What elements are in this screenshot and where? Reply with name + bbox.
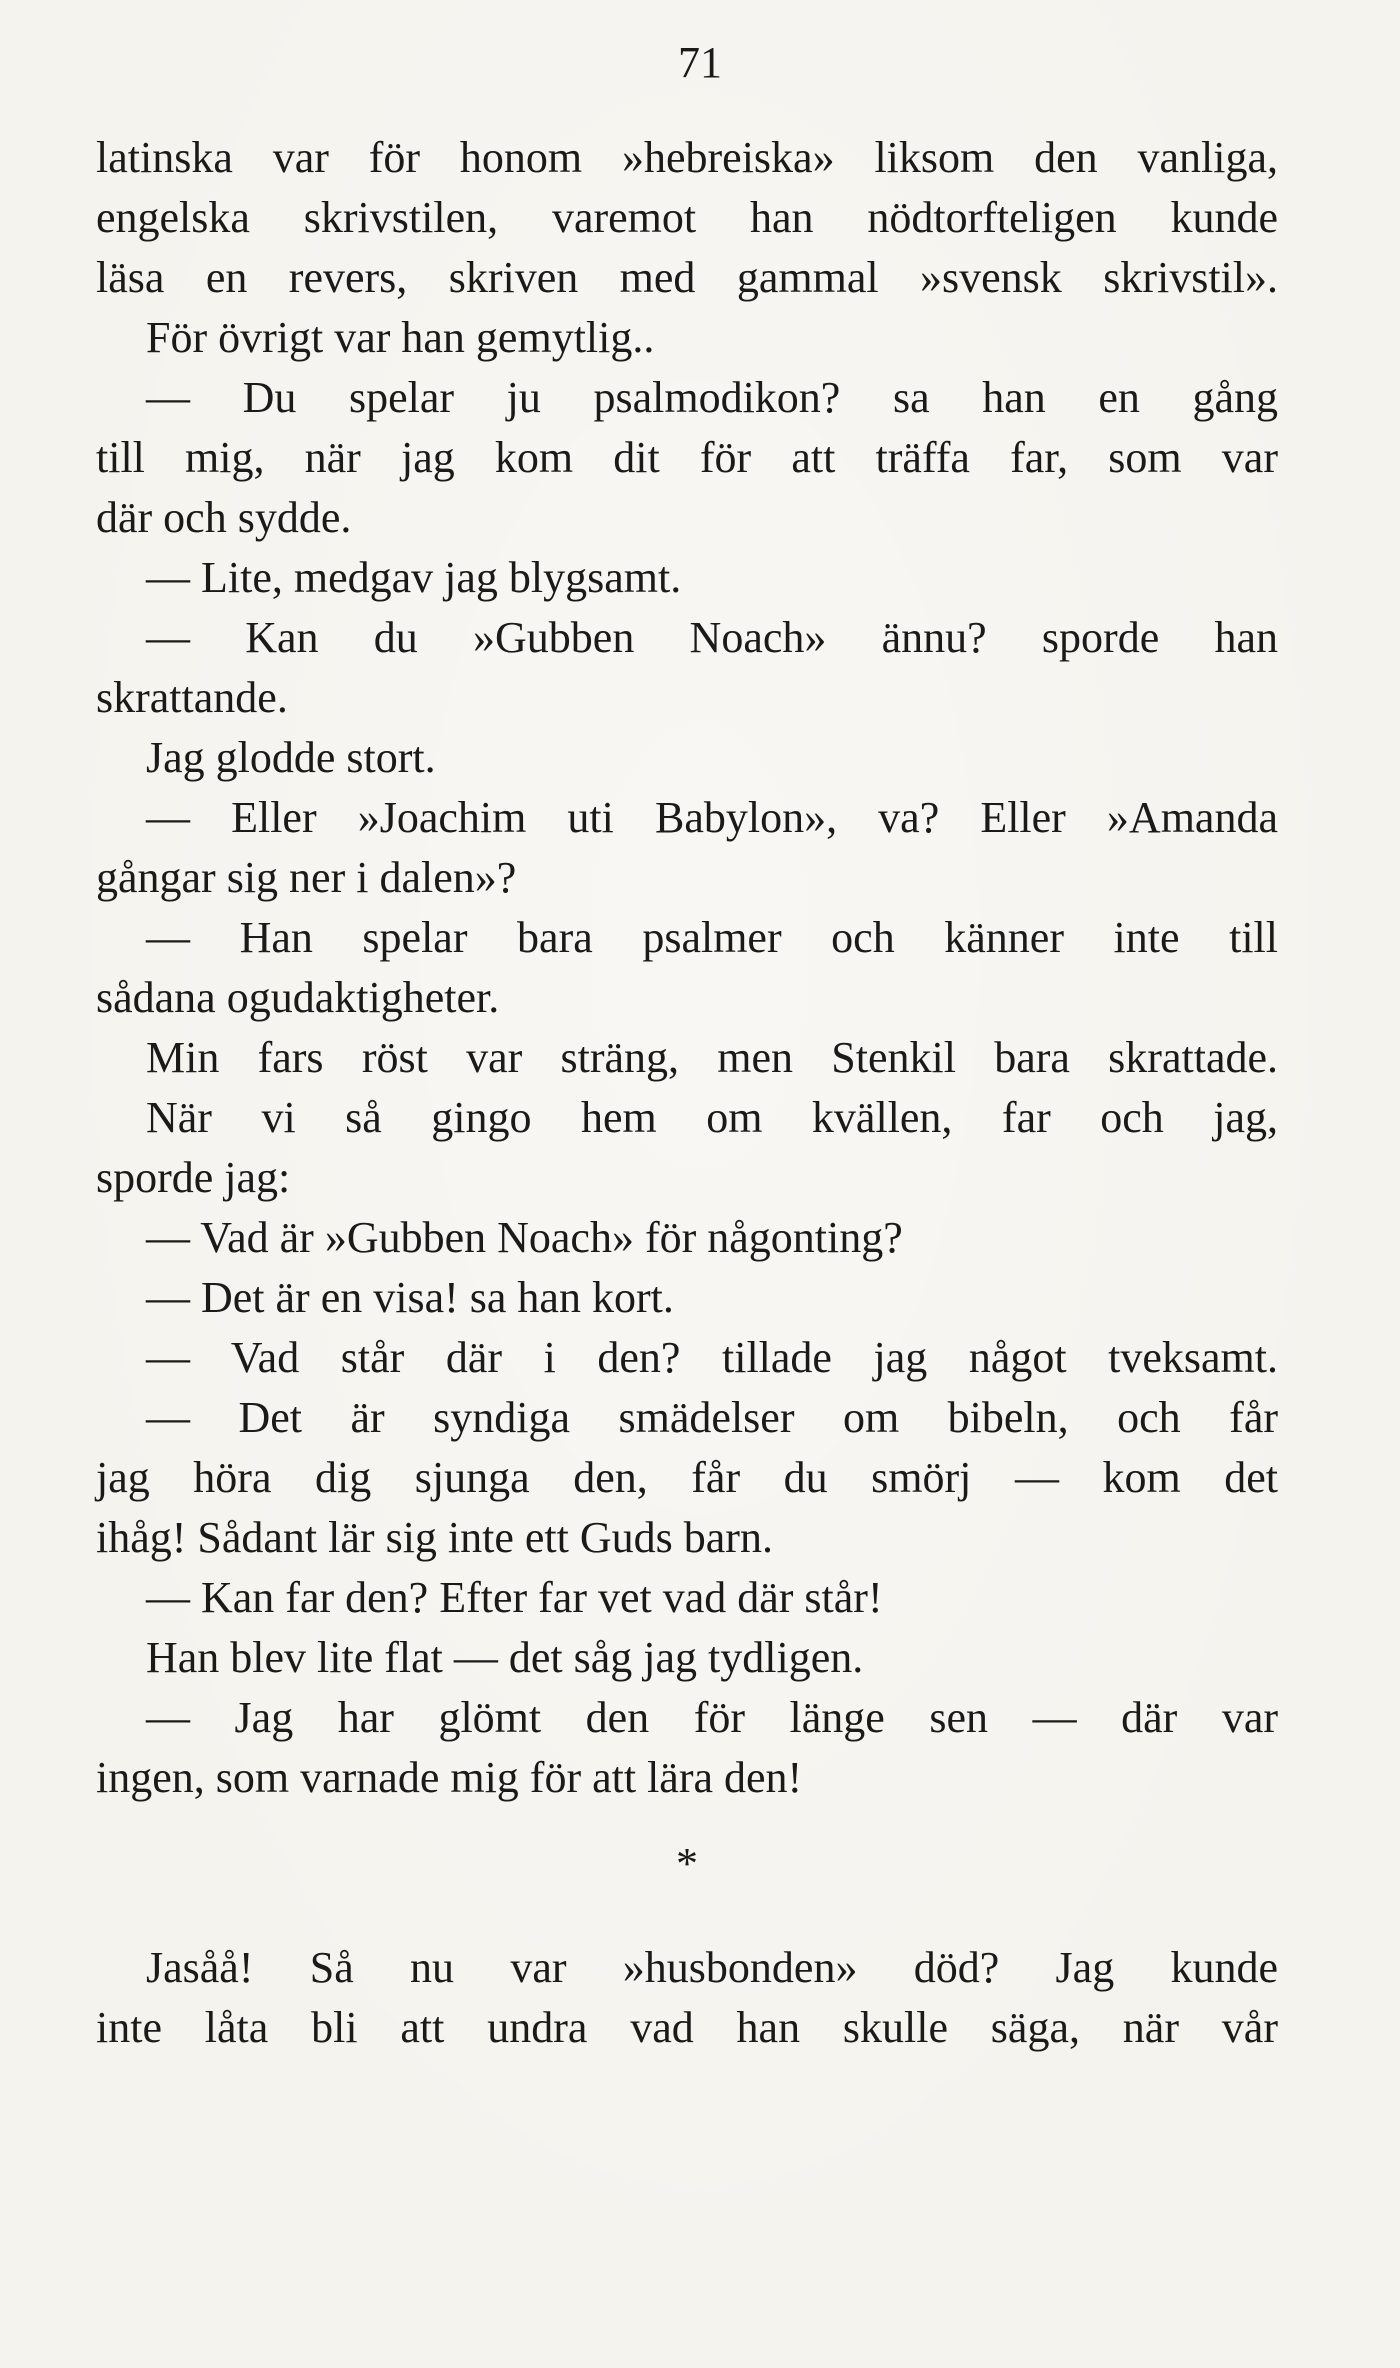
- text-line: Han blev lite flat — det såg jag tydligen.: [146, 1633, 864, 1682]
- text-line: latinska var för honom »hebreiska» liksom den vanliga,: [96, 133, 1278, 182]
- text-line: — Jag har glömt den för länge sen — där var: [146, 1693, 1278, 1742]
- text-line: — Det är syndiga smädelser om bibeln, och får: [146, 1393, 1278, 1442]
- text-line: För övrigt var han gemytlig..: [146, 313, 655, 362]
- text-line: Jasåå! Så nu var »husbonden» död? Jag kunde: [146, 1943, 1278, 1992]
- text-line: — Han spelar bara psalmer och känner inte till: [146, 913, 1278, 962]
- text-line: Min fars röst var sträng, men Stenkil bara skrattade.: [146, 1033, 1278, 1082]
- body-text-continued: [96, 1938, 1278, 2058]
- text-line: till mig, när jag kom dit för att träffa far, som var: [96, 433, 1278, 482]
- text-line: — Det är en visa! sa han kort.: [146, 1273, 674, 1322]
- text-line: ingen, som varnade mig för att lära den!: [96, 1753, 803, 1802]
- text-line: läsa en revers, skriven med gammal »svensk skrivstil».: [96, 253, 1278, 302]
- section-separator: *: [676, 1839, 698, 1888]
- text-line: gångar sig ner i dalen»?: [96, 853, 517, 902]
- text-line: — Vad är »Gubben Noach» för någonting?: [146, 1213, 903, 1262]
- body-text: [96, 128, 1278, 1920]
- text-line: Jag glodde stort.: [146, 733, 436, 782]
- text-line: När vi så gingo hem om kvällen, far och jag,: [146, 1093, 1278, 1142]
- page-number: 71: [678, 38, 722, 87]
- text-line: sporde jag:: [96, 1153, 291, 1202]
- text-line: — Du spelar ju psalmodikon? sa han en gång: [146, 373, 1278, 422]
- text-line: — Eller »Joachim uti Babylon», va? Eller »Amanda: [146, 793, 1278, 842]
- text-line: jag höra dig sjunga den, får du smörj — kom det: [96, 1453, 1278, 1502]
- text-line: ihåg! Sådant lär sig inte ett Guds barn.: [96, 1513, 773, 1562]
- text-line: — Kan far den? Efter far vet vad där står!: [146, 1573, 883, 1622]
- text-line: där och sydde.: [96, 493, 352, 542]
- text-line: — Lite, medgav jag blygsamt.: [146, 553, 682, 602]
- text-line: skrattande.: [96, 673, 288, 722]
- text-line: — Vad står där i den? tillade jag något tveksamt.: [146, 1333, 1278, 1382]
- text-line: engelska skrivstilen, varemot han nödtorfteligen kunde: [96, 193, 1278, 242]
- text-line: inte låta bli att undra vad han skulle säga, när vår: [96, 2003, 1278, 2052]
- text-line: sådana ogudaktigheter.: [96, 973, 500, 1022]
- text-line: — Kan du »Gubben Noach» ännu? sporde han: [146, 613, 1278, 662]
